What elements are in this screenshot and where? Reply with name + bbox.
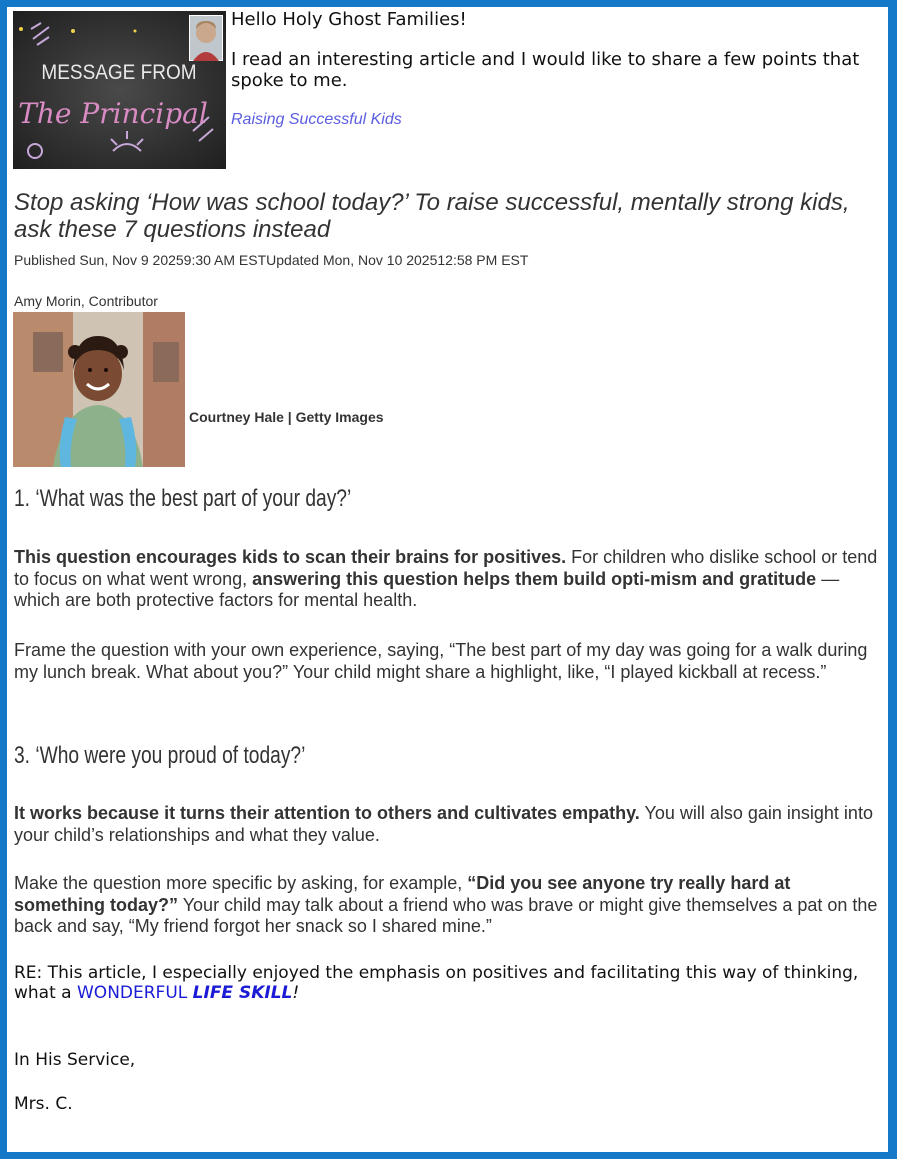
q3-bold-2: “Did you see anyone try really hard at something today?”: [14, 873, 791, 915]
newsletter-page: [7, 7, 888, 1152]
q3-text-2: Make the question more specific by asking, for example,: [14, 873, 468, 893]
article-author: Amy Morin, Contributor: [14, 293, 158, 309]
principal-avatar: [189, 15, 223, 61]
q1-bold-2: answering this question helps them build opti-mism and gratitude: [252, 568, 817, 589]
chalkboard-line2: The Principal: [18, 97, 208, 130]
question-1-paragraph-2: Frame the question with your own experience, saying, “The best part of my day was going for a walk during my lunch break. What about you?” Your child might share a highlight, like, “I played kickball at recess.”: [14, 640, 868, 682]
re-text: RE: This article, I especially enjoyed the emphasis on positives and facilitating this way of thinking, what a: [14, 963, 859, 1003]
re-comment: [14, 963, 882, 1003]
question-1-heading: 1. ‘What was the best part of your day?’: [14, 485, 352, 512]
q1-bold-1: This question encourages kids to scan their brains for positives.: [14, 547, 567, 567]
re-end: !: [292, 983, 300, 1003]
child-photo: [13, 312, 185, 467]
question-3-paragraph-2: [14, 873, 882, 938]
q3-text-1: You will also gain insight into your child’s relationships and what they value.: [14, 803, 873, 845]
chalkboard-line1: MESSAGE FROM: [41, 61, 197, 85]
q1-text-1: For children who dislike school or tend to focus on what went wrong,: [14, 547, 878, 589]
question-1-paragraph-1: [14, 547, 882, 612]
signature: Mrs. C.: [14, 1094, 73, 1114]
re-highlight-life-skill: LIFE SKILL: [192, 983, 293, 1003]
raising-successful-kids-link[interactable]: Raising Successful Kids: [231, 111, 402, 128]
intro-text: I read an interesting article and I would like to share a few points that spoke to me.: [231, 49, 860, 91]
question-3-heading: 3. ‘Who were you proud of today?’: [14, 742, 306, 769]
principal-message-chalkboard-image: [13, 11, 226, 169]
greeting-block: [231, 9, 871, 130]
q3-text-3: Your child may talk about a friend who was brave or might give themselves a pat on the back and say, “My friend forgot her snack so I shared mine.”: [14, 894, 878, 936]
re-highlight-wonderful: WONDERFUL: [77, 983, 188, 1003]
question-3-paragraph-1: [14, 803, 882, 846]
photo-caption: Courtney Hale | Getty Images: [189, 409, 384, 425]
article-headline: Stop asking ‘How was school today?’ To raise successful, mentally strong kids, ask these 7 questions instead: [14, 189, 850, 243]
q3-bold-1: It works because it turns their attention to others and cultivates empathy.: [14, 803, 640, 823]
q1-text-2: — which are both protective factors for mental health.: [14, 568, 840, 610]
signoff: In His Service,: [14, 1050, 136, 1070]
published-date: Published Sun, Nov 9 20259:30 AM ESTUpdated Mon, Nov 10 202512:58 PM EST: [14, 252, 529, 268]
greeting-text: Hello Holy Ghost Families!: [231, 9, 467, 30]
